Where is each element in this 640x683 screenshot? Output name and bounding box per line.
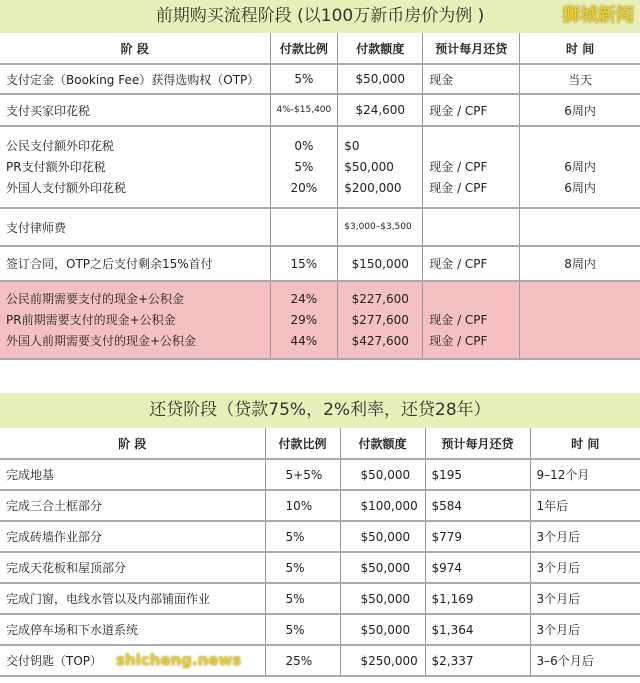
cell	[0, 281, 270, 359]
purchase-stage-table	[0, 33, 640, 360]
header-time: 时 间	[530, 428, 640, 459]
cell-line: 5%	[294, 159, 314, 174]
cell: $50,000	[338, 64, 423, 94]
cell: 9–12个月	[530, 459, 640, 490]
cell: 当天	[520, 64, 640, 94]
cell: 完成三合土框部分	[0, 490, 265, 521]
cell-line: 外国人前期需要支付的现金+公积金	[6, 333, 197, 348]
cell	[423, 208, 520, 246]
cell-line: 现金 / CPF	[429, 180, 488, 195]
cell-line: 0%	[294, 138, 314, 153]
header-monthly: 预计每月还贷	[425, 428, 530, 459]
cell: $1,364	[425, 614, 530, 645]
table-row-group	[0, 126, 640, 208]
cell	[270, 281, 338, 359]
cell: 5%	[265, 614, 340, 645]
cell: 支付律师费	[0, 208, 270, 246]
summary-row-group	[0, 281, 640, 359]
cell: 4%-$15,400	[270, 94, 338, 126]
cell: 5%	[265, 552, 340, 583]
cell: 现金	[423, 64, 520, 94]
cell: 15%	[270, 246, 338, 281]
cell: $50,000	[340, 521, 425, 552]
cell: $100,000	[340, 490, 425, 521]
cell	[270, 126, 338, 208]
cell: 完成天花板和屋顶部分	[0, 552, 265, 583]
table-row	[0, 94, 640, 126]
cell: 8周内	[520, 246, 640, 281]
cell-line	[429, 289, 513, 310]
cell-line: $227,600	[351, 291, 409, 306]
cell-line: PR前期需要支付的现金+公积金	[6, 312, 176, 327]
cell	[423, 126, 520, 208]
table2-title: 还贷阶段（贷款75%，2%利率，还贷28年）	[0, 393, 640, 428]
cell: $50,000	[340, 459, 425, 490]
header-stage: 阶 段	[0, 428, 265, 459]
cell-line: 44%	[290, 333, 318, 348]
cell: 签订合同，OTP之后支付剩余15%首付	[0, 246, 270, 281]
cell: 交付钥匙（TOP）	[0, 645, 265, 676]
cell: $584	[425, 490, 530, 521]
cell-line: $277,600	[351, 312, 409, 327]
table-row	[0, 459, 640, 490]
cell: 6周内	[520, 94, 640, 126]
cell: $974	[425, 552, 530, 583]
cell: 完成砖墙作业部分	[0, 521, 265, 552]
table-row	[0, 552, 640, 583]
repayment-stage-table	[0, 428, 640, 677]
cell: 3–6个月后	[530, 645, 640, 676]
table1-title: 前期购买流程阶段 (以100万新币房价为例 )	[0, 0, 640, 33]
cell: 支付定金（Booking Fee）获得选购权（OTP）	[0, 64, 270, 94]
header-row	[0, 428, 640, 459]
cell: 现金 / CPF	[423, 94, 520, 126]
table-row	[0, 208, 640, 246]
cell	[338, 281, 423, 359]
cell-line	[429, 136, 513, 157]
cell	[520, 281, 640, 359]
table-row	[0, 645, 640, 676]
cell	[423, 281, 520, 359]
cell: 完成门窗，电线水管以及内部铺面作业	[0, 583, 265, 614]
cell: 3个月后	[530, 552, 640, 583]
cell: $250,000	[340, 645, 425, 676]
header-monthly: 预计每月还贷	[423, 33, 520, 64]
cell	[520, 126, 640, 208]
watermark-logo: 狮城新闻	[562, 5, 634, 26]
cell-line: 外国人支付额外印花税	[6, 180, 127, 195]
cell-line: 现金 / CPF	[429, 312, 488, 327]
cell	[338, 126, 423, 208]
cell	[0, 126, 270, 208]
cell-line: 29%	[290, 312, 318, 327]
cell: 25%	[265, 645, 340, 676]
cell-line	[526, 136, 634, 157]
cell: $24,600	[338, 94, 423, 126]
cell: 10%	[265, 490, 340, 521]
cell: $3,000–$3,500	[338, 208, 423, 246]
table-row	[0, 583, 640, 614]
header-ratio: 付款比例	[265, 428, 340, 459]
cell: 5+5%	[265, 459, 340, 490]
table-row	[0, 521, 640, 552]
table-row	[0, 246, 640, 281]
cell: $1,169	[425, 583, 530, 614]
cell-line: 6周内	[564, 180, 596, 195]
cell-line: 现金 / CPF	[429, 333, 488, 348]
cell-line: 20%	[290, 180, 318, 195]
cell-line: $0	[344, 138, 360, 153]
watermark-text: shicheng.news	[116, 651, 242, 669]
header-ratio: 付款比例	[270, 33, 338, 64]
cell: 3个月后	[530, 583, 640, 614]
cell-line: 公民前期需要支付的现金+公积金	[6, 291, 185, 306]
cell-line: $427,600	[351, 333, 409, 348]
cell: 5%	[265, 583, 340, 614]
cell: 完成地基	[0, 459, 265, 490]
cell: $2,337	[425, 645, 530, 676]
cell: 完成停车场和下水道系统	[0, 614, 265, 645]
cell: 支付买家印花税	[0, 94, 270, 126]
cell	[520, 208, 640, 246]
cell: 5%	[265, 521, 340, 552]
cell-line: 6周内	[564, 159, 596, 174]
header-row	[0, 33, 640, 64]
table-row	[0, 64, 640, 94]
cell: $150,000	[338, 246, 423, 281]
cell: 3个月后	[530, 521, 640, 552]
cell: 5%	[270, 64, 338, 94]
table-row	[0, 490, 640, 521]
cell: $779	[425, 521, 530, 552]
cell: $50,000	[340, 614, 425, 645]
cell-line: 公民支付额外印花税	[6, 138, 115, 153]
cell-line: $50,000	[344, 159, 394, 174]
cell: 3个月后	[530, 614, 640, 645]
header-stage: 阶 段	[0, 33, 270, 64]
table-row	[0, 614, 640, 645]
cell: $50,000	[340, 583, 425, 614]
cell: $195	[425, 459, 530, 490]
cell-line: 现金 / CPF	[429, 159, 488, 174]
cell: $50,000	[340, 552, 425, 583]
header-amount: 付款额度	[340, 428, 425, 459]
header-amount: 付款额度	[338, 33, 423, 64]
cell-line: 24%	[290, 291, 318, 306]
cell: 现金 / CPF	[423, 246, 520, 281]
header-time: 时 间	[520, 33, 640, 64]
cell-line: $200,000	[344, 180, 402, 195]
cell	[270, 208, 338, 246]
cell-line: PR支付额外印花税	[6, 159, 106, 174]
cell: 1年后	[530, 490, 640, 521]
